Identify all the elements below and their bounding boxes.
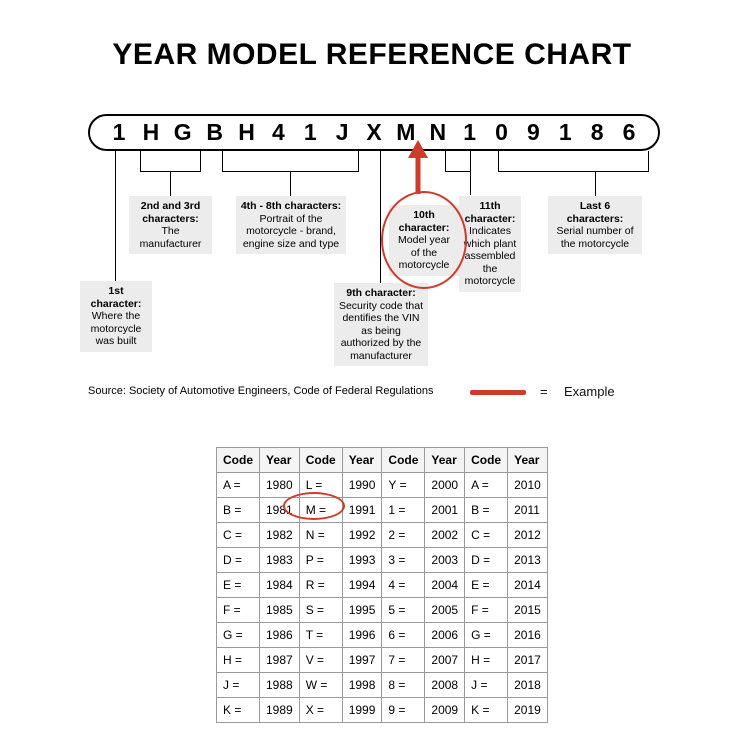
model-year-arrow-icon bbox=[398, 138, 438, 196]
table-cell-code: N = bbox=[299, 523, 342, 548]
table-cell-code: 2 = bbox=[382, 523, 425, 548]
table-cell-year: 1988 bbox=[260, 673, 300, 698]
vin-char: H bbox=[238, 119, 255, 145]
vin-character-row bbox=[88, 114, 660, 151]
vin-char-model-year: M bbox=[396, 119, 416, 145]
table-cell-code: A = bbox=[465, 473, 508, 498]
callout-heading: 11th character: bbox=[464, 200, 516, 225]
table-cell-year: 2009 bbox=[425, 698, 465, 723]
vin-char: 1 bbox=[303, 119, 317, 145]
table-cell-code: G = bbox=[217, 623, 260, 648]
table-cell-code: 4 = bbox=[382, 573, 425, 598]
leader-line-11th-top bbox=[445, 171, 471, 172]
table-cell-code: L = bbox=[299, 473, 342, 498]
table-cell-code: P = bbox=[299, 548, 342, 573]
callout-first-character bbox=[80, 281, 152, 352]
table-cell-year: 2004 bbox=[425, 573, 465, 598]
table-cell-year: 1990 bbox=[342, 473, 382, 498]
table-cell-year: 2014 bbox=[508, 573, 548, 598]
table-cell-year: 1985 bbox=[260, 598, 300, 623]
callout-body: Portrait of the motorcycle - brand, engine size and type bbox=[242, 212, 340, 250]
table-cell-code: F = bbox=[217, 598, 260, 623]
table-cell-code: K = bbox=[217, 698, 260, 723]
table-cell-code: 1 = bbox=[382, 498, 425, 523]
table-cell-code: J = bbox=[217, 673, 260, 698]
leader-line-11th-drop bbox=[470, 171, 471, 195]
leader-line-last6-right bbox=[648, 151, 649, 171]
table-cell-code: H = bbox=[217, 648, 260, 673]
source-note: Source: Society of Automotive Engineers, Code of Federal Regulations bbox=[88, 385, 434, 397]
table-cell-year: 1995 bbox=[342, 598, 382, 623]
table-cell-code: D = bbox=[465, 548, 508, 573]
vin-char: 6 bbox=[622, 119, 636, 145]
leader-line-2nd3rd-drop bbox=[170, 171, 171, 196]
vin-char: H bbox=[142, 119, 160, 145]
table-row bbox=[217, 673, 548, 698]
table-cell-code: X = bbox=[299, 698, 342, 723]
table-cell-code: J = bbox=[465, 673, 508, 698]
table-cell-year: 2015 bbox=[508, 598, 548, 623]
callout-body: Where the motorcycle was built bbox=[90, 310, 142, 347]
year-code-table bbox=[216, 447, 548, 723]
table-row bbox=[217, 698, 548, 723]
table-row bbox=[217, 473, 548, 498]
table-row bbox=[217, 573, 548, 598]
callout-heading: 2nd and 3rd characters: bbox=[140, 200, 201, 225]
table-cell-year: 1992 bbox=[342, 523, 382, 548]
table-row bbox=[217, 523, 548, 548]
table-cell-year: 2001 bbox=[425, 498, 465, 523]
callout-heading: 10th character: bbox=[398, 209, 450, 234]
table-row bbox=[217, 548, 548, 573]
table-header-cell: Year bbox=[260, 448, 300, 473]
table-cell-code: D = bbox=[217, 548, 260, 573]
callout-fourth-eighth-characters bbox=[236, 196, 346, 254]
callout-second-third-characters bbox=[129, 196, 212, 254]
table-cell-year: 1998 bbox=[342, 673, 382, 698]
leader-line-1st bbox=[115, 151, 116, 187]
callout-eleventh-character bbox=[459, 196, 521, 292]
legend-example-label: Example bbox=[564, 384, 615, 399]
table-cell-code: 8 = bbox=[382, 673, 425, 698]
table-header-cell: Year bbox=[342, 448, 382, 473]
table-cell-code: W = bbox=[299, 673, 342, 698]
table-cell-year: 1980 bbox=[260, 473, 300, 498]
table-row bbox=[217, 498, 548, 523]
table-cell-year: 1983 bbox=[260, 548, 300, 573]
vin-char: 8 bbox=[590, 119, 604, 145]
table-cell-year: 1981 bbox=[260, 498, 300, 523]
vin-char: 4 bbox=[271, 119, 285, 145]
table-cell-year: 2006 bbox=[425, 623, 465, 648]
table-cell-code: C = bbox=[465, 523, 508, 548]
table-cell-year: 2017 bbox=[508, 648, 548, 673]
vin-char: 1 bbox=[463, 119, 477, 145]
table-cell-year: 2011 bbox=[508, 498, 548, 523]
vin-char: 0 bbox=[495, 119, 508, 145]
vin-char: X bbox=[366, 119, 382, 145]
table-cell-code: 5 = bbox=[382, 598, 425, 623]
vin-char: B bbox=[206, 119, 223, 145]
leader-line-4th8th-right bbox=[358, 151, 359, 171]
vin-char: 1 bbox=[112, 119, 126, 145]
table-cell-year: 2002 bbox=[425, 523, 465, 548]
table-cell-code: A = bbox=[217, 473, 260, 498]
table-cell-code: B = bbox=[465, 498, 508, 523]
leader-line-4th8th-drop bbox=[290, 171, 291, 196]
callout-body: Serial number of the motorcycle bbox=[556, 225, 634, 250]
table-cell-code: 9 = bbox=[382, 698, 425, 723]
table-cell-year: 2005 bbox=[425, 598, 465, 623]
callout-body: Indicates which plant assembled the motorcycle bbox=[463, 225, 517, 287]
vin-char: N bbox=[429, 119, 447, 145]
table-cell-code: H = bbox=[465, 648, 508, 673]
table-cell-code: T = bbox=[299, 623, 342, 648]
table-cell-year: 2008 bbox=[425, 673, 465, 698]
table-header-cell: Code bbox=[217, 448, 260, 473]
leader-line-last6-top bbox=[498, 171, 649, 172]
callout-body: The manufacturer bbox=[139, 225, 202, 250]
callout-body: Security code that dentifies the VIN as being authorized by the manufacturer bbox=[338, 299, 424, 362]
vin-char: 9 bbox=[526, 119, 540, 145]
table-cell-year: 1986 bbox=[260, 623, 300, 648]
table-cell-year: 2018 bbox=[508, 673, 548, 698]
table-cell-year: 1989 bbox=[260, 698, 300, 723]
vin-char: 1 bbox=[558, 119, 572, 145]
table-cell-year: 1993 bbox=[342, 548, 382, 573]
table-header-cell: Year bbox=[508, 448, 548, 473]
table-cell-code: 3 = bbox=[382, 548, 425, 573]
table-cell-code: K = bbox=[465, 698, 508, 723]
table-cell-year: 1991 bbox=[342, 498, 382, 523]
table-cell-code: G = bbox=[465, 623, 508, 648]
table-cell-code: R = bbox=[299, 573, 342, 598]
leader-line-1st-drop bbox=[115, 187, 116, 281]
page-title: YEAR MODEL REFERENCE CHART bbox=[112, 38, 632, 71]
leader-line-11th-left bbox=[445, 151, 446, 171]
table-header-cell: Code bbox=[299, 448, 342, 473]
table-row bbox=[217, 598, 548, 623]
table-header-row bbox=[217, 448, 548, 473]
table-header-cell: Year bbox=[425, 448, 465, 473]
leader-line-11th-right bbox=[470, 151, 471, 171]
table-cell-year: 2019 bbox=[508, 698, 548, 723]
table-cell-year: 1996 bbox=[342, 623, 382, 648]
table-cell-code: 6 = bbox=[382, 623, 425, 648]
table-cell-year: 2013 bbox=[508, 548, 548, 573]
table-row bbox=[217, 623, 548, 648]
leader-line-2nd3rd-left bbox=[140, 151, 141, 171]
table-cell-year: 1984 bbox=[260, 573, 300, 598]
table-cell-code: B = bbox=[217, 498, 260, 523]
table-cell-code: E = bbox=[217, 573, 260, 598]
table-cell-year: 2010 bbox=[508, 473, 548, 498]
table-cell-code: C = bbox=[217, 523, 260, 548]
table-cell-code: Y = bbox=[382, 473, 425, 498]
table-cell-year: 1997 bbox=[342, 648, 382, 673]
leader-line-4th8th-left bbox=[222, 151, 223, 171]
table-cell-code: V = bbox=[299, 648, 342, 673]
table-cell-year: 2003 bbox=[425, 548, 465, 573]
table-cell-code: 7 = bbox=[382, 648, 425, 673]
table-cell-year: 2007 bbox=[425, 648, 465, 673]
table-cell-year: 1999 bbox=[342, 698, 382, 723]
table-cell-code: F = bbox=[465, 598, 508, 623]
table-cell-year: 1982 bbox=[260, 523, 300, 548]
leader-line-last6-left bbox=[498, 151, 499, 171]
legend-equals-sign: = bbox=[540, 384, 548, 399]
vin-char: G bbox=[173, 119, 192, 145]
callout-tenth-character bbox=[389, 205, 459, 276]
table-cell-code-highlighted: M = bbox=[299, 498, 342, 523]
leader-line-2nd3rd-right bbox=[200, 151, 201, 171]
leader-line-9th bbox=[380, 151, 381, 283]
callout-heading: 9th character: bbox=[346, 287, 416, 299]
table-cell-year: 2016 bbox=[508, 623, 548, 648]
callout-last-six-characters bbox=[548, 196, 642, 254]
table-cell-code: E = bbox=[465, 573, 508, 598]
callout-ninth-character bbox=[334, 283, 428, 366]
callout-heading: 1st character: bbox=[90, 285, 142, 310]
table-header-cell: Code bbox=[382, 448, 425, 473]
table-row bbox=[217, 648, 548, 673]
table-cell-year: 1994 bbox=[342, 573, 382, 598]
table-cell-year: 2000 bbox=[425, 473, 465, 498]
table-cell-year: 1987 bbox=[260, 648, 300, 673]
callout-heading: 4th - 8th characters: bbox=[240, 200, 342, 212]
table-cell-code: S = bbox=[299, 598, 342, 623]
legend-example-marker bbox=[470, 390, 526, 395]
callout-heading: Last 6 characters: bbox=[566, 200, 624, 225]
leader-line-last6-drop bbox=[595, 171, 596, 196]
table-cell-year: 2012 bbox=[508, 523, 548, 548]
callout-body: Model year of the motorcycle bbox=[398, 234, 450, 271]
vin-char: J bbox=[335, 119, 349, 145]
table-header-cell: Code bbox=[465, 448, 508, 473]
